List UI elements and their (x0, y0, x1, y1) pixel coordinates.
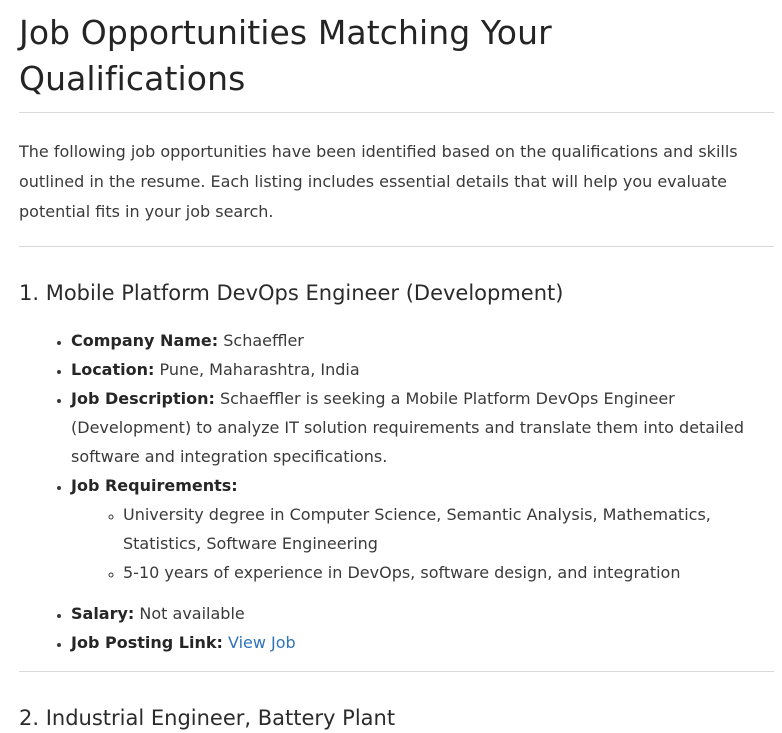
requirement-item: ◦ University degree in Computer Science, Semantic Analysis, Mathematics, Statistics, Software Engineering (123, 500, 774, 558)
intro-paragraph: The following job opportunities have been identified based on the qualifications and skills outlined in the resume. Each listing includes essential details that will help you evaluate potential fits in your job search. (19, 142, 738, 221)
salary-value: Not available (134, 604, 245, 623)
divider (19, 671, 774, 672)
requirements-label: Job Requirements: (71, 476, 238, 495)
divider (19, 112, 774, 113)
requirements-item (71, 471, 774, 587)
job-listing-2 (19, 703, 774, 733)
company-label: Company Name: (71, 331, 219, 350)
divider (19, 246, 774, 247)
job-heading: 2. Industrial Engineer, Battery Plant (19, 706, 396, 730)
job-listing-1 (19, 278, 774, 657)
job-link-item (71, 628, 774, 657)
description-value: Schaeffler is seeking a Mobile Platform DevOps Engineer (Development) to analyze IT solution requirements and translate them into detailed software and integration specifications. (71, 389, 744, 466)
description-label: Job Description: (71, 389, 215, 408)
description-item (71, 384, 774, 471)
job-link-label: Job Posting Link: (71, 633, 223, 652)
salary-label: Salary: (71, 604, 135, 623)
document (19, 0, 774, 733)
job-details-list (19, 326, 774, 657)
salary-item (71, 599, 774, 628)
job-heading: 1. Mobile Platform DevOps Engineer (Development) (19, 281, 564, 305)
company-item (71, 326, 774, 355)
page-title: Job Opportunities Matching Your Qualifications (19, 13, 552, 98)
view-job-link[interactable]: View Job (227, 633, 296, 652)
location-item (71, 355, 774, 384)
company-value: Schaeffler (218, 331, 304, 350)
requirements-list (71, 500, 774, 587)
requirement-item: ◦ 5-10 years of experience in DevOps, software design, and integration (123, 558, 774, 587)
location-value: Pune, Maharashtra, India (154, 360, 360, 379)
location-label: Location: (71, 360, 155, 379)
